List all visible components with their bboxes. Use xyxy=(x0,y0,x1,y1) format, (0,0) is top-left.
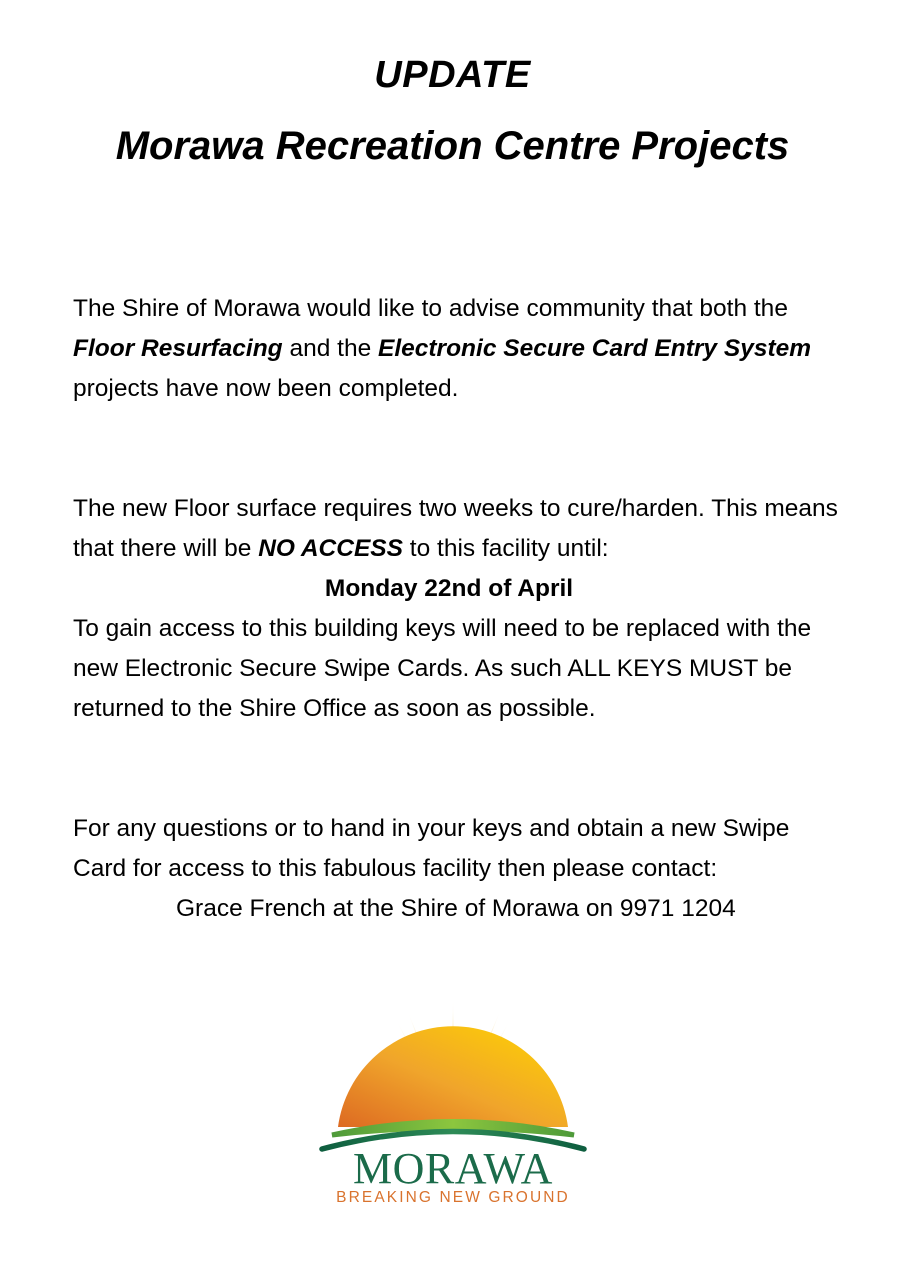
paragraph-1-text-a: The Shire of Morawa would like to advise community that both the xyxy=(73,295,788,322)
document-title-block xyxy=(0,52,905,172)
paragraph-questions: For any questions or to hand in your keys and obtain a new Swipe Card for access to this fabulous facility then please contact: xyxy=(73,815,790,882)
document-body xyxy=(73,289,843,929)
contact-details: Grace French at the Shire of Morawa on 9971 1204 xyxy=(176,895,736,922)
page-title-subject: Morawa Recreation Centre Projects xyxy=(115,124,790,168)
paragraph-2-text-c: to this facility until: xyxy=(402,535,609,562)
reopening-date: Monday 22nd of April xyxy=(324,575,574,602)
paragraph-cure-time xyxy=(73,489,843,569)
paragraph-1-text-b: and the xyxy=(282,335,378,362)
paragraph-completion xyxy=(73,289,843,409)
morawa-shire-logo xyxy=(318,996,588,1208)
sunburst-logo-icon xyxy=(318,996,588,1208)
paragraph-2-text-a: The new Floor surface requires two weeks to cure/harden. This xyxy=(73,495,765,522)
paragraph-2-text-b: means that there will be xyxy=(73,495,838,562)
emphasis-no-access: NO ACCESS xyxy=(258,535,403,562)
paragraph-spacer xyxy=(73,729,843,769)
page-title-update: UPDATE xyxy=(374,54,531,96)
paragraph-spacer xyxy=(73,769,843,809)
paragraph-spacer xyxy=(73,409,843,449)
emphasis-floor-resurfacing: Floor Resurfacing xyxy=(73,335,283,362)
emphasis-card-entry-system: Electronic Secure Card Entry System xyxy=(378,335,812,362)
logo-tagline: BREAKING NEW GROUND xyxy=(336,1189,570,1206)
paragraph-keys-return: To gain access to this building keys will need to be replaced with the new Electronic Secure Swipe Cards. As such ALL KEYS MUST be returned to the Shire Office as soon as possible. xyxy=(73,615,812,722)
paragraph-1-text-c: projects have now been completed. xyxy=(73,375,459,402)
paragraph-spacer xyxy=(73,449,843,489)
logo-wordmark: MORAWA xyxy=(353,1144,553,1193)
